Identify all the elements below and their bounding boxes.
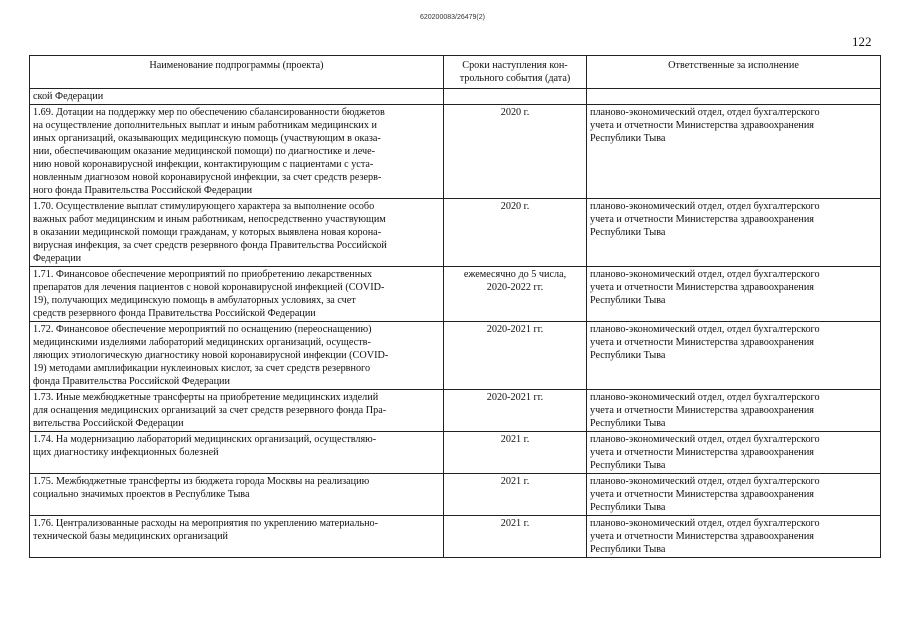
responsible-cell <box>587 474 881 516</box>
deadline-line: 2020 г. <box>500 201 530 212</box>
responsible-line: Республики Тыва <box>590 460 666 471</box>
deadline-cell <box>444 516 587 558</box>
responsible-line: Республики Тыва <box>590 418 666 429</box>
measure-name-line: технической базы медицинских организаций <box>33 531 228 542</box>
measure-name-line: препаратов для лечения пациентов с новой коронавирусной инфекцией (COVID- <box>33 282 385 293</box>
measure-name-line: щих диагностику инфекционных болезней <box>33 447 219 458</box>
measure-name-line: 19) методами амплификации нуклеиновых кислот, за счет средств резервного <box>33 363 371 374</box>
measure-name-line: для оснащения медицинских организаций за счет средств резервного фонда Пра- <box>33 405 387 416</box>
measure-name-line: социально значимых проектов в Республике Тыва <box>33 489 250 500</box>
header-term <box>444 56 587 89</box>
table-row <box>30 199 881 267</box>
header-term-line-2: трольного события (дата) <box>459 73 571 84</box>
responsible-cell <box>587 516 881 558</box>
measure-name-line: фонда Правительства Российской Федерации <box>33 376 230 387</box>
table-header-row <box>30 56 881 89</box>
measure-name-cell <box>30 105 444 199</box>
measure-name-line: 19), получающих медицинскую помощь в амбулаторных условиях, за счет <box>33 295 356 306</box>
measure-name-line: ного фонда Правительства Российской Федерации <box>33 185 253 196</box>
responsible-cell <box>587 105 881 199</box>
table-row <box>30 516 881 558</box>
page-number: 122 <box>852 34 872 49</box>
measure-name-line: медицинскими изделиями лабораторий медицинских организаций, осуществ- <box>33 337 371 348</box>
measure-name-line: нии, обеспечивающим оказание медицинской помощи) по диагностике и лече- <box>33 146 376 157</box>
deadline-cell <box>444 390 587 432</box>
continuation-empty-cell <box>444 89 587 105</box>
deadline-line: ежемесячно до 5 числа, <box>463 269 567 280</box>
responsible-line: планово-экономический отдел, отдел бухгалтерского <box>590 434 820 445</box>
measure-name-line: средств резервного фонда Правительства Российской Федерации <box>33 308 316 319</box>
responsible-line: учета и отчетности Министерства здравоохранения <box>590 531 814 542</box>
deadline-cell <box>444 199 587 267</box>
document-code: 620200083/26479(2) <box>419 14 485 21</box>
responsible-cell <box>587 199 881 267</box>
deadline-cell <box>444 105 587 199</box>
continuation-empty-cell <box>587 89 881 105</box>
responsible-line: планово-экономический отдел, отдел бухгалтерского <box>590 392 820 403</box>
responsible-line: Республики Тыва <box>590 133 666 144</box>
responsible-line: учета и отчетности Министерства здравоохранения <box>590 214 814 225</box>
responsible-line: Республики Тыва <box>590 502 666 513</box>
continuation-cell: ской Федерации <box>30 89 444 105</box>
responsible-line: Республики Тыва <box>590 227 666 238</box>
deadline-line: 2021 г. <box>500 434 530 445</box>
measure-name-cell <box>30 390 444 432</box>
measure-name-line: новленным диагнозом новой коронавирусной инфекции, за счет средств резерв- <box>33 172 382 183</box>
deadline-cell <box>444 432 587 474</box>
responsible-line: планово-экономический отдел, отдел бухгалтерского <box>590 201 820 212</box>
responsible-cell <box>587 432 881 474</box>
responsible-line: планово-экономический отдел, отдел бухгалтерского <box>590 269 820 280</box>
responsible-line: Республики Тыва <box>590 295 666 306</box>
responsible-cell <box>587 267 881 322</box>
table-row <box>30 322 881 390</box>
measure-name-line: ляющих этиологическую диагностику новой коронавирусной инфекции (COVID- <box>33 350 389 361</box>
table-row <box>30 474 881 516</box>
table-row <box>30 105 881 199</box>
measure-name-cell <box>30 267 444 322</box>
responsible-line: планово-экономический отдел, отдел бухгалтерского <box>590 107 820 118</box>
responsible-line: учета и отчетности Министерства здравоохранения <box>590 120 814 131</box>
measure-name-cell <box>30 516 444 558</box>
measure-name-cell <box>30 199 444 267</box>
responsible-line: учета и отчетности Министерства здравоохранения <box>590 337 814 348</box>
deadline-line: 2020 г. <box>500 107 530 118</box>
responsible-cell <box>587 390 881 432</box>
measure-name-line: вирусная инфекция, за счет средств резервного фонда Правительства Российской <box>33 240 387 251</box>
measure-name-line: 1.72. Финансовое обеспечение мероприятий по оснащению (переоснащению) <box>33 324 372 335</box>
measure-name-line: в оказании медицинской помощи гражданам, у которых выявлена новая корона- <box>33 227 382 238</box>
deadline-line: 2020-2022 гг. <box>486 282 544 293</box>
responsible-line: планово-экономический отдел, отдел бухгалтерского <box>590 518 820 529</box>
measure-name-cell <box>30 474 444 516</box>
measure-name-line: вительства Российской Федерации <box>33 418 184 429</box>
measure-name-line: 1.70. Осуществление выплат стимулирующего характера за выполнение особо <box>33 201 375 212</box>
table-row <box>30 390 881 432</box>
measure-name-cell <box>30 432 444 474</box>
deadline-cell <box>444 474 587 516</box>
measure-name-line: 1.74. На модернизацию лабораторий медицинских организаций, осуществляю- <box>33 434 377 445</box>
deadline-line: 2020-2021 гг. <box>486 324 544 335</box>
responsible-line: планово-экономический отдел, отдел бухгалтерского <box>590 476 820 487</box>
header-term-line-1: Сроки наступления кон- <box>462 60 568 71</box>
responsible-line: Республики Тыва <box>590 544 666 555</box>
measures-table <box>29 55 881 558</box>
table-row <box>30 432 881 474</box>
responsible-line: Республики Тыва <box>590 350 666 361</box>
table-body <box>30 89 881 558</box>
responsible-line: учета и отчетности Министерства здравоохранения <box>590 405 814 416</box>
measure-name-line: 1.69. Дотации на поддержку мер по обеспечению сбалансированности бюджетов <box>33 107 385 118</box>
deadline-cell <box>444 322 587 390</box>
responsible-line: учета и отчетности Министерства здравоохранения <box>590 282 814 293</box>
responsible-line: учета и отчетности Министерства здравоохранения <box>590 489 814 500</box>
measure-name-line: 1.71. Финансовое обеспечение мероприятий по приобретению лекарственных <box>33 269 373 280</box>
continuation-row <box>30 89 881 105</box>
deadline-line: 2021 г. <box>500 476 530 487</box>
table-row <box>30 267 881 322</box>
deadline-cell <box>444 267 587 322</box>
measure-name-line: на осуществление дополнительных выплат и иным работникам медицинских и <box>33 120 377 131</box>
measure-name-line: иных организаций, оказывающих медицинскую помощь (участвующим в оказа- <box>33 133 381 144</box>
measure-name-line: нию новой коронавирусной инфекции, контактирующим с пациентами с уста- <box>33 159 374 170</box>
responsible-cell <box>587 322 881 390</box>
measure-name-line: 1.75. Межбюджетные трансферты из бюджета города Москвы на реализацию <box>33 476 370 487</box>
responsible-line: учета и отчетности Министерства здравоохранения <box>590 447 814 458</box>
measure-name-line: Федерации <box>33 253 82 264</box>
measure-name-line: 1.73. Иные межбюджетные трансферты на приобретение медицинских изделий <box>33 392 379 403</box>
measure-name-line: 1.76. Централизованные расходы на мероприятия по укреплению материально- <box>33 518 379 529</box>
header-responsible: Ответственные за исполнение <box>587 56 881 89</box>
deadline-line: 2020-2021 гг. <box>486 392 544 403</box>
header-name: Наименование подпрограммы (проекта) <box>30 56 444 89</box>
measure-name-cell <box>30 322 444 390</box>
deadline-line: 2021 г. <box>500 518 530 529</box>
responsible-line: планово-экономический отдел, отдел бухгалтерского <box>590 324 820 335</box>
measure-name-line: важных работ медицинским и иным работникам, непосредственно участвующим <box>33 214 386 225</box>
